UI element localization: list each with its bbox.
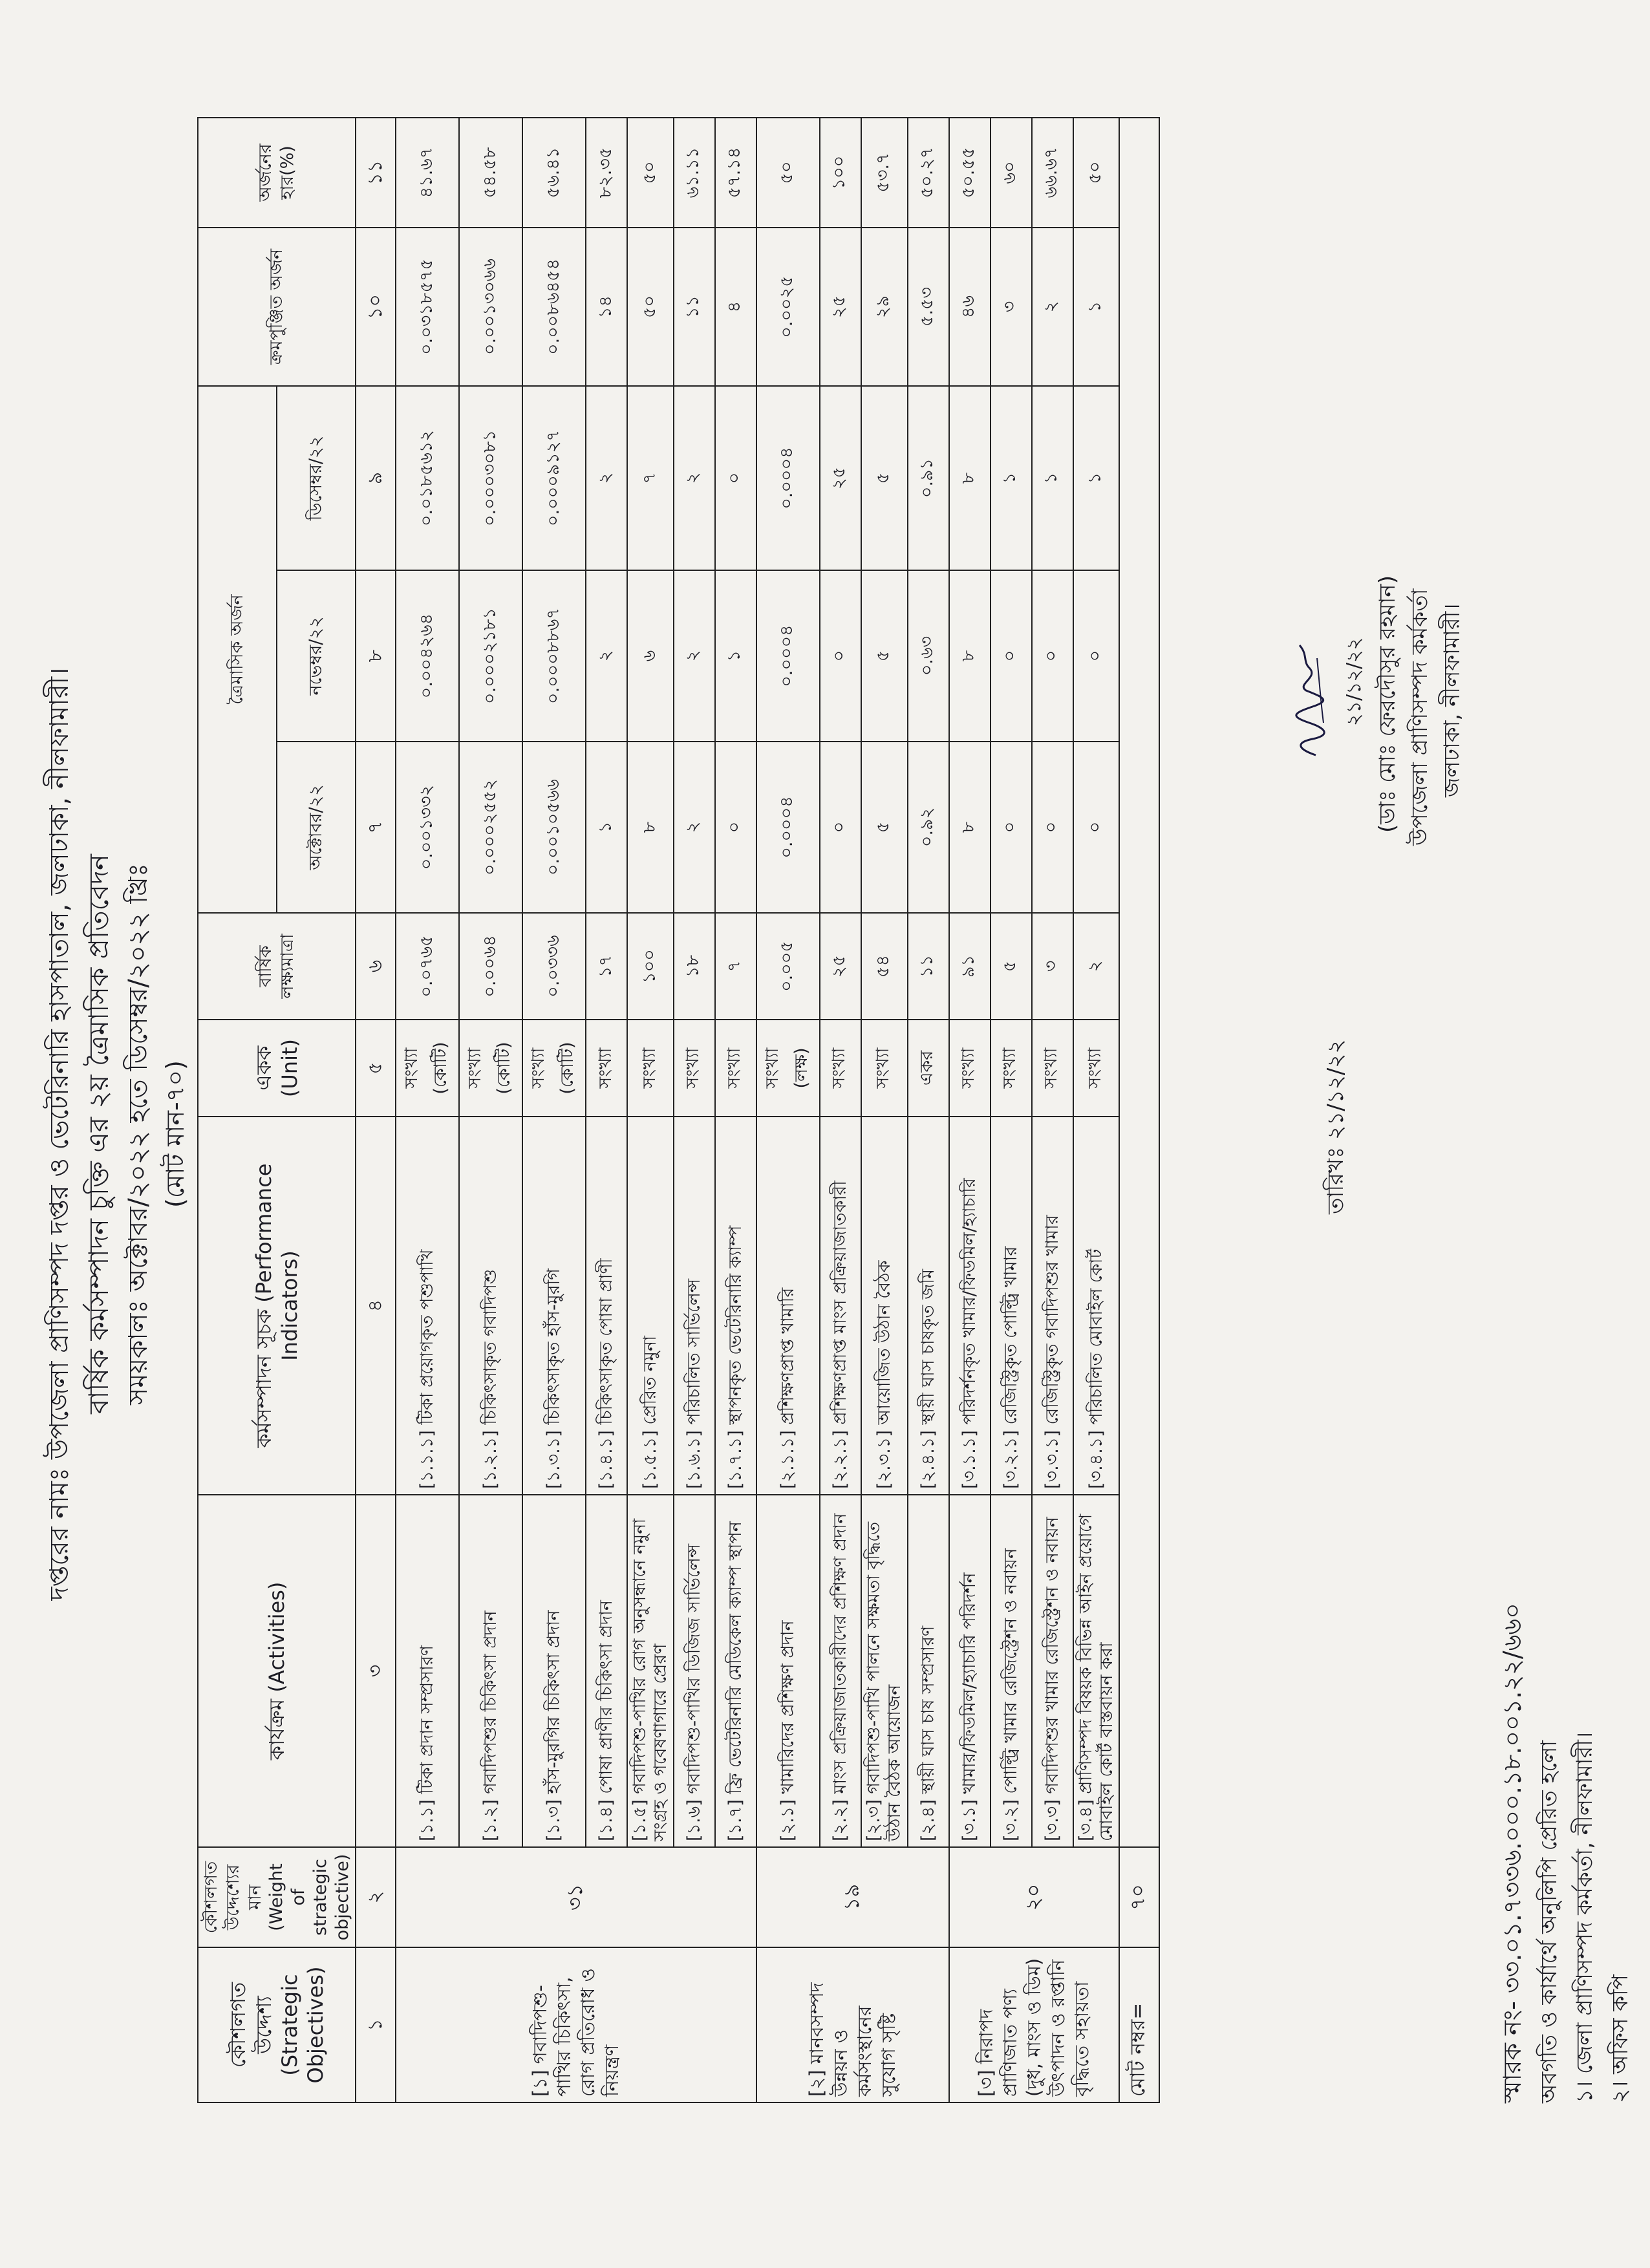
unit-cell: সংখ্যা (লক্ষ): [756, 1020, 820, 1117]
rate-cell: ৫৭.১৪: [715, 118, 756, 228]
activity-cell: [২.১] খামারিদের প্রশিক্ষণ প্রদান: [756, 1495, 820, 1847]
december-cell: ২৫: [820, 386, 861, 570]
cumulative-cell: ২৫: [820, 228, 861, 386]
october-cell: ০: [820, 742, 861, 913]
indicator-cell: [৩.৪.১] পরিচালিত মোবাইল কোর্ট: [1073, 1117, 1120, 1495]
activity-cell: [১.৪] পোষা প্রাণীর চিকিৎসা প্রদান: [586, 1495, 627, 1847]
october-cell: ৮: [949, 742, 991, 913]
november-cell: ২: [586, 570, 627, 742]
total-row: [1119, 118, 1159, 2102]
unit-cell: সংখ্যা: [991, 1020, 1032, 1117]
november-cell: ৫: [861, 570, 908, 742]
header-quarterly: ত্রৈমাসিক অর্জন: [198, 386, 277, 913]
table-row: [586, 118, 627, 2102]
header-weight: কৌশলগত উদ্দেশ্যের মান (Weight of strategic objective): [198, 1847, 356, 1947]
cumulative-cell: ০.০০৮৬৪৫৪: [522, 228, 586, 386]
officer-name: (ডাঃ মোঃ ফেরদৌসুর রহমান): [1375, 575, 1400, 833]
activity-cell: [৩.১] খামার/ফিডমিল/হ্যাচারি পরিদর্শন: [949, 1495, 991, 1847]
october-cell: ০.০০০২৫৫২: [459, 742, 522, 913]
unit-cell: সংখ্যা: [1032, 1020, 1073, 1117]
indicator-cell: [৩.৩.১] রেজিস্ট্রিকৃত গবাদিপশুর খামার: [1032, 1117, 1073, 1495]
column-number: ৬: [356, 913, 396, 1020]
target-cell: ৯১: [949, 913, 991, 1020]
december-cell: ০: [715, 386, 756, 570]
memo-number: স্মারক নং- ৩৩.০১.৭৩৩৬.০০০.১৮.০০১.২২/৬৬০: [1498, 1603, 1527, 2103]
rate-cell: ৫০: [1073, 118, 1120, 228]
objective-cell: [৩] নিরাপদ প্রাণিজাত পণ্য (দুধ, মাংস ও ডিম) উৎপাদন ও রপ্তানি বৃদ্ধিতে সহায়তা: [949, 1947, 1120, 2102]
column-number: ৮: [356, 570, 396, 742]
column-number-row: [356, 118, 396, 2102]
december-cell: ৫: [861, 386, 908, 570]
december-cell: ০.০১৮৫৬১২: [396, 386, 459, 570]
table-row: [715, 118, 756, 2102]
cumulative-cell: ০.০০২৫: [756, 228, 820, 386]
column-number: ২: [356, 1847, 396, 1947]
indicator-cell: [১.৪.১] চিকিৎসাকৃত পোষা প্রাণী: [586, 1117, 627, 1495]
rate-cell: ৬৬.৬৭: [1032, 118, 1073, 228]
target-cell: ১০০: [627, 913, 674, 1020]
table-row: [949, 118, 991, 2102]
column-number: ৪: [356, 1117, 396, 1495]
unit-cell: সংখ্যা: [586, 1020, 627, 1117]
november-cell: ১: [715, 570, 756, 742]
november-cell: ২: [674, 570, 715, 742]
activity-cell: [১.১] টিকা প্রদান সম্প্রসারণ: [396, 1495, 459, 1847]
november-cell: ০.০০০২১৮১: [459, 570, 522, 742]
october-cell: ০.০০১০৫৬৬: [522, 742, 586, 913]
total-marks: (মোট মান-৭০): [161, 1060, 189, 1208]
activity-cell: [৩.২] পোল্ট্রি খামার রেজিস্ট্রেশন ও নবায়ন: [991, 1495, 1032, 1847]
october-cell: ৮: [627, 742, 674, 913]
cumulative-cell: ০.০৩১৮৫৭৫: [396, 228, 459, 386]
cumulative-cell: ৫০: [627, 228, 674, 386]
target-cell: ০.০৩৩৬: [522, 913, 586, 1020]
header-december: ডিসেম্বর/২২: [277, 386, 356, 570]
header-unit: একক (Unit): [198, 1020, 356, 1117]
table-row: [396, 118, 459, 2102]
total-empty: [1119, 118, 1159, 1847]
target-cell: ২৫: [820, 913, 861, 1020]
november-cell: ৬: [627, 570, 674, 742]
table-row: [861, 118, 908, 2102]
activity-cell: [১.৭] ফ্রি ভেটেরিনারি মেডিকেল ক্যাম্প স্থাপন: [715, 1495, 756, 1847]
unit-cell: সংখ্যা: [861, 1020, 908, 1117]
cumulative-cell: ১১: [674, 228, 715, 386]
october-cell: ০.৯২: [908, 742, 949, 913]
activity-cell: [১.৫] গবাদিপশু-পাখির রোগ অনুসন্ধানে নমুনা সংগ্রহ ও গবেষণাগারে প্রেরণ: [627, 1495, 674, 1847]
header-objective: কৌশলগত উদ্দেশ্য (Strategic Objectives): [198, 1947, 356, 2102]
target-cell: ৩: [1032, 913, 1073, 1020]
copy-recipient-1: ১। জেলা প্রাণিসম্পদ কর্মকর্তা, নীলফামারী।: [1572, 1731, 1598, 2103]
target-cell: ২: [1073, 913, 1120, 1020]
december-cell: ২: [586, 386, 627, 570]
activity-cell: [২.৩] গবাদিপশু-পাখি পালনে সক্ষমতা বৃদ্ধিতে উঠান বৈঠক আয়োজন: [861, 1495, 908, 1847]
table-row: [991, 118, 1032, 2102]
december-cell: ১: [991, 386, 1032, 570]
rate-cell: ৪১.৬৭: [396, 118, 459, 228]
cumulative-cell: ১৪: [586, 228, 627, 386]
november-cell: ০: [820, 570, 861, 742]
unit-cell: সংখ্যা: [1073, 1020, 1120, 1117]
target-cell: ১৮: [674, 913, 715, 1020]
target-cell: ০.০০৫: [756, 913, 820, 1020]
rate-cell: ৫০: [627, 118, 674, 228]
rate-cell: ৫০.২৭: [908, 118, 949, 228]
unit-cell: সংখ্যা (কোটি): [522, 1020, 586, 1117]
header-november: নভেম্বর/২২: [277, 570, 356, 742]
objective-cell: [১] গবাদিপশু-পাখির চিকিৎসা, রোগ প্রতিরোধ ও নিয়ন্ত্রণ: [396, 1947, 756, 2102]
header-annual-target: বার্ষিক লক্ষ্যমাত্রা: [198, 913, 356, 1020]
signature-image: [1283, 632, 1335, 762]
objective-cell: [২] মানবসম্পদ উন্নয়ন ও কর্মসংস্থানের সুযোগ সৃষ্টি: [756, 1947, 949, 2102]
december-cell: ০.৯১: [908, 386, 949, 570]
cumulative-cell: ২: [1032, 228, 1073, 386]
report-date: তারিখঃ ২১/১২/২২: [1323, 1039, 1349, 1214]
activity-cell: [১.৬] গবাদিপশু-পাখির ডিজিজ সার্ভিলেন্স: [674, 1495, 715, 1847]
cumulative-cell: ২৯: [861, 228, 908, 386]
cumulative-cell: ১: [1073, 228, 1120, 386]
unit-cell: সংখ্যা: [674, 1020, 715, 1117]
target-cell: ০.০৭৬৫: [396, 913, 459, 1020]
table-row: [756, 118, 820, 2102]
indicator-cell: [৩.২.১] রেজিস্ট্রিকৃত পোল্ট্রি খামার: [991, 1117, 1032, 1495]
unit-cell: সংখ্যা (কোটি): [396, 1020, 459, 1117]
indicator-cell: [১.৩.১] চিকিৎসাকৃত হাঁস-মুরগি: [522, 1117, 586, 1495]
table-row: [459, 118, 522, 2102]
indicator-cell: [২.১.১] প্রশিক্ষণপ্রাপ্ত খামারি: [756, 1117, 820, 1495]
rate-cell: ৮২.৩৫: [586, 118, 627, 228]
cumulative-cell: ০.০০১৩০৬৬: [459, 228, 522, 386]
indicator-cell: [১.৭.১] স্থাপনকৃত ভেটেরিনারি ক্যাম্প: [715, 1117, 756, 1495]
table-row: [1073, 118, 1120, 2102]
rate-cell: ৫৪.৫৮: [459, 118, 522, 228]
unit-cell: সংখ্যা: [715, 1020, 756, 1117]
indicator-cell: [২.৪.১] স্থায়ী ঘাস চাষকৃত জমি: [908, 1117, 949, 1495]
october-cell: ০: [1073, 742, 1120, 913]
header-activities: কার্যক্রম (Activities): [198, 1495, 356, 1847]
indicator-cell: [১.২.১] চিকিৎসাকৃত গবাদিপশু: [459, 1117, 522, 1495]
target-cell: ৭: [715, 913, 756, 1020]
cumulative-cell: ৪: [715, 228, 756, 386]
header-october: অক্টোবর/২২: [277, 742, 356, 913]
unit-cell: সংখ্যা (কোটি): [459, 1020, 522, 1117]
rate-cell: ৫৬.৪১: [522, 118, 586, 228]
october-cell: ০: [715, 742, 756, 913]
memo-action: অবগতি ও কার্যার্থে অনুলিপি প্রেরিত হলো: [1536, 1740, 1562, 2103]
weight-cell: ২০: [949, 1847, 1120, 1947]
column-number: ৫: [356, 1020, 396, 1117]
october-cell: ১: [586, 742, 627, 913]
indicator-cell: [৩.১.১] পরিদর্শনকৃত খামার/ফিডমিল/হ্যাচারি: [949, 1117, 991, 1495]
performance-table: [197, 117, 1160, 2103]
november-cell: ০: [991, 570, 1032, 742]
table-row: [522, 118, 586, 2102]
october-cell: ০: [1032, 742, 1073, 913]
rate-cell: ৫০: [756, 118, 820, 228]
cumulative-cell: ৫.৫৩: [908, 228, 949, 386]
december-cell: ০.০০০৯১২৭: [522, 386, 586, 570]
table-row: [674, 118, 715, 2102]
rate-cell: ৬১.১১: [674, 118, 715, 228]
column-number: ১০: [356, 228, 396, 386]
weight-cell: ১৯: [756, 1847, 949, 1947]
weight-cell: ৩১: [396, 1847, 756, 1947]
activity-cell: [৩.৪] প্রাণিসম্পদ বিষয়ক বিভিন্ন আইন প্রয়োগে মোবাইল কোর্ট বাস্তবায়ন করা: [1073, 1495, 1120, 1847]
unit-cell: সংখ্যা: [627, 1020, 674, 1117]
december-cell: ০.০০০৩০৮১: [459, 386, 522, 570]
report-title: বার্ষিক কর্মসম্পাদন চুক্তি এর ২য় ত্রৈমাসিক প্রতিবেদন: [83, 854, 114, 1414]
total-value: ৭০: [1119, 1847, 1159, 1947]
november-cell: ০.০০০৮৮৬৭: [522, 570, 586, 742]
november-cell: ০: [1073, 570, 1120, 742]
rate-cell: ১০০: [820, 118, 861, 228]
table-row: [820, 118, 861, 2102]
officer-title: উপজেলা প্রাণিসম্পদ কর্মকর্তা: [1407, 588, 1433, 846]
office-name-line: দপ্তরের নামঃ উপজেলা প্রাণিসম্পদ দপ্তর ও ভেটেরিনারি হাসপাতাল, জলঢাকা, নীলফামারী।: [45, 667, 74, 1601]
december-cell: ০.০০০৪: [756, 386, 820, 570]
unit-cell: একর: [908, 1020, 949, 1117]
target-cell: ৫৪: [861, 913, 908, 1020]
header-cumulative: ক্রমপুঞ্জিত অর্জন: [198, 228, 356, 386]
november-cell: ০: [1032, 570, 1073, 742]
indicator-cell: [২.২.১] প্রশিক্ষণপ্রাপ্ত মাংস প্রক্রিয়াজাতকারী: [820, 1117, 861, 1495]
november-cell: ৮: [949, 570, 991, 742]
column-number: ১: [356, 1947, 396, 2102]
period-line: সময়কালঃ অক্টোবর/২০২২ হতে ডিসেম্বর/২০২২ খ্রিঃ: [123, 862, 153, 1406]
copy-recipient-2: ২। অফিস কপি: [1607, 1974, 1633, 2103]
table-row: [908, 118, 949, 2102]
column-number: ৩: [356, 1495, 396, 1847]
october-cell: ০: [991, 742, 1032, 913]
december-cell: ১: [1032, 386, 1073, 570]
december-cell: ৮: [949, 386, 991, 570]
target-cell: ৫: [991, 913, 1032, 1020]
signature-date: ২১/১২/২২: [1343, 637, 1366, 726]
activity-cell: [৩.৩] গবাদিপশুর খামার রেজিস্ট্রেশন ও নবায়ন: [1032, 1495, 1073, 1847]
target-cell: ১৭: [586, 913, 627, 1020]
activity-cell: [১.২] গবাদিপশুর চিকিৎসা প্রদান: [459, 1495, 522, 1847]
indicator-cell: [২.৩.১] আয়োজিত উঠান বৈঠক: [861, 1117, 908, 1495]
unit-cell: সংখ্যা: [949, 1020, 991, 1117]
october-cell: ৫: [861, 742, 908, 913]
column-number: ৯: [356, 386, 396, 570]
december-cell: ৭: [627, 386, 674, 570]
november-cell: ০.০০৪২৬৪: [396, 570, 459, 742]
rate-cell: ৬০: [991, 118, 1032, 228]
header-rate: অর্জনের হার(%): [198, 118, 356, 228]
column-number: ১১: [356, 118, 396, 228]
header-indicators: কর্মসম্পাদন সূচক (Performance Indicators): [198, 1117, 356, 1495]
activity-cell: [১.৩] হাঁস-মুরগির চিকিৎসা প্রদান: [522, 1495, 586, 1847]
column-number: ৭: [356, 742, 396, 913]
table-row: [627, 118, 674, 2102]
table-row: [1032, 118, 1073, 2102]
november-cell: ০.৬৩: [908, 570, 949, 742]
indicator-cell: [১.১.১] টিকা প্রয়োগকৃত পশুপাখি: [396, 1117, 459, 1495]
rate-cell: ৫০.৫৫: [949, 118, 991, 228]
october-cell: ০.০০১৩৩২: [396, 742, 459, 913]
activity-cell: [২.২] মাংস প্রক্রিয়াজাতকারীদের প্রশিক্ষণ প্রদান: [820, 1495, 861, 1847]
target-cell: ১১: [908, 913, 949, 1020]
indicator-cell: [১.৫.১] প্রেরিত নমুনা: [627, 1117, 674, 1495]
activity-cell: [২.৪] স্থায়ী ঘাস চাষ সম্প্রসারণ: [908, 1495, 949, 1847]
cumulative-cell: ৩: [991, 228, 1032, 386]
october-cell: ০.০০০৪: [756, 742, 820, 913]
officer-office: জলঢাকা, নীলফামারী।: [1439, 603, 1465, 797]
target-cell: ০.০০৬৪: [459, 913, 522, 1020]
unit-cell: সংখ্যা: [820, 1020, 861, 1117]
total-label: মোট নম্বর=: [1119, 1947, 1159, 2102]
december-cell: ২: [674, 386, 715, 570]
october-cell: ২: [674, 742, 715, 913]
indicator-cell: [১.৬.১] পরিচালিত সার্ভিলেন্স: [674, 1117, 715, 1495]
december-cell: ১: [1073, 386, 1120, 570]
rate-cell: ৫৩.৭: [861, 118, 908, 228]
november-cell: ০.০০০৪: [756, 570, 820, 742]
cumulative-cell: ৪৬: [949, 228, 991, 386]
